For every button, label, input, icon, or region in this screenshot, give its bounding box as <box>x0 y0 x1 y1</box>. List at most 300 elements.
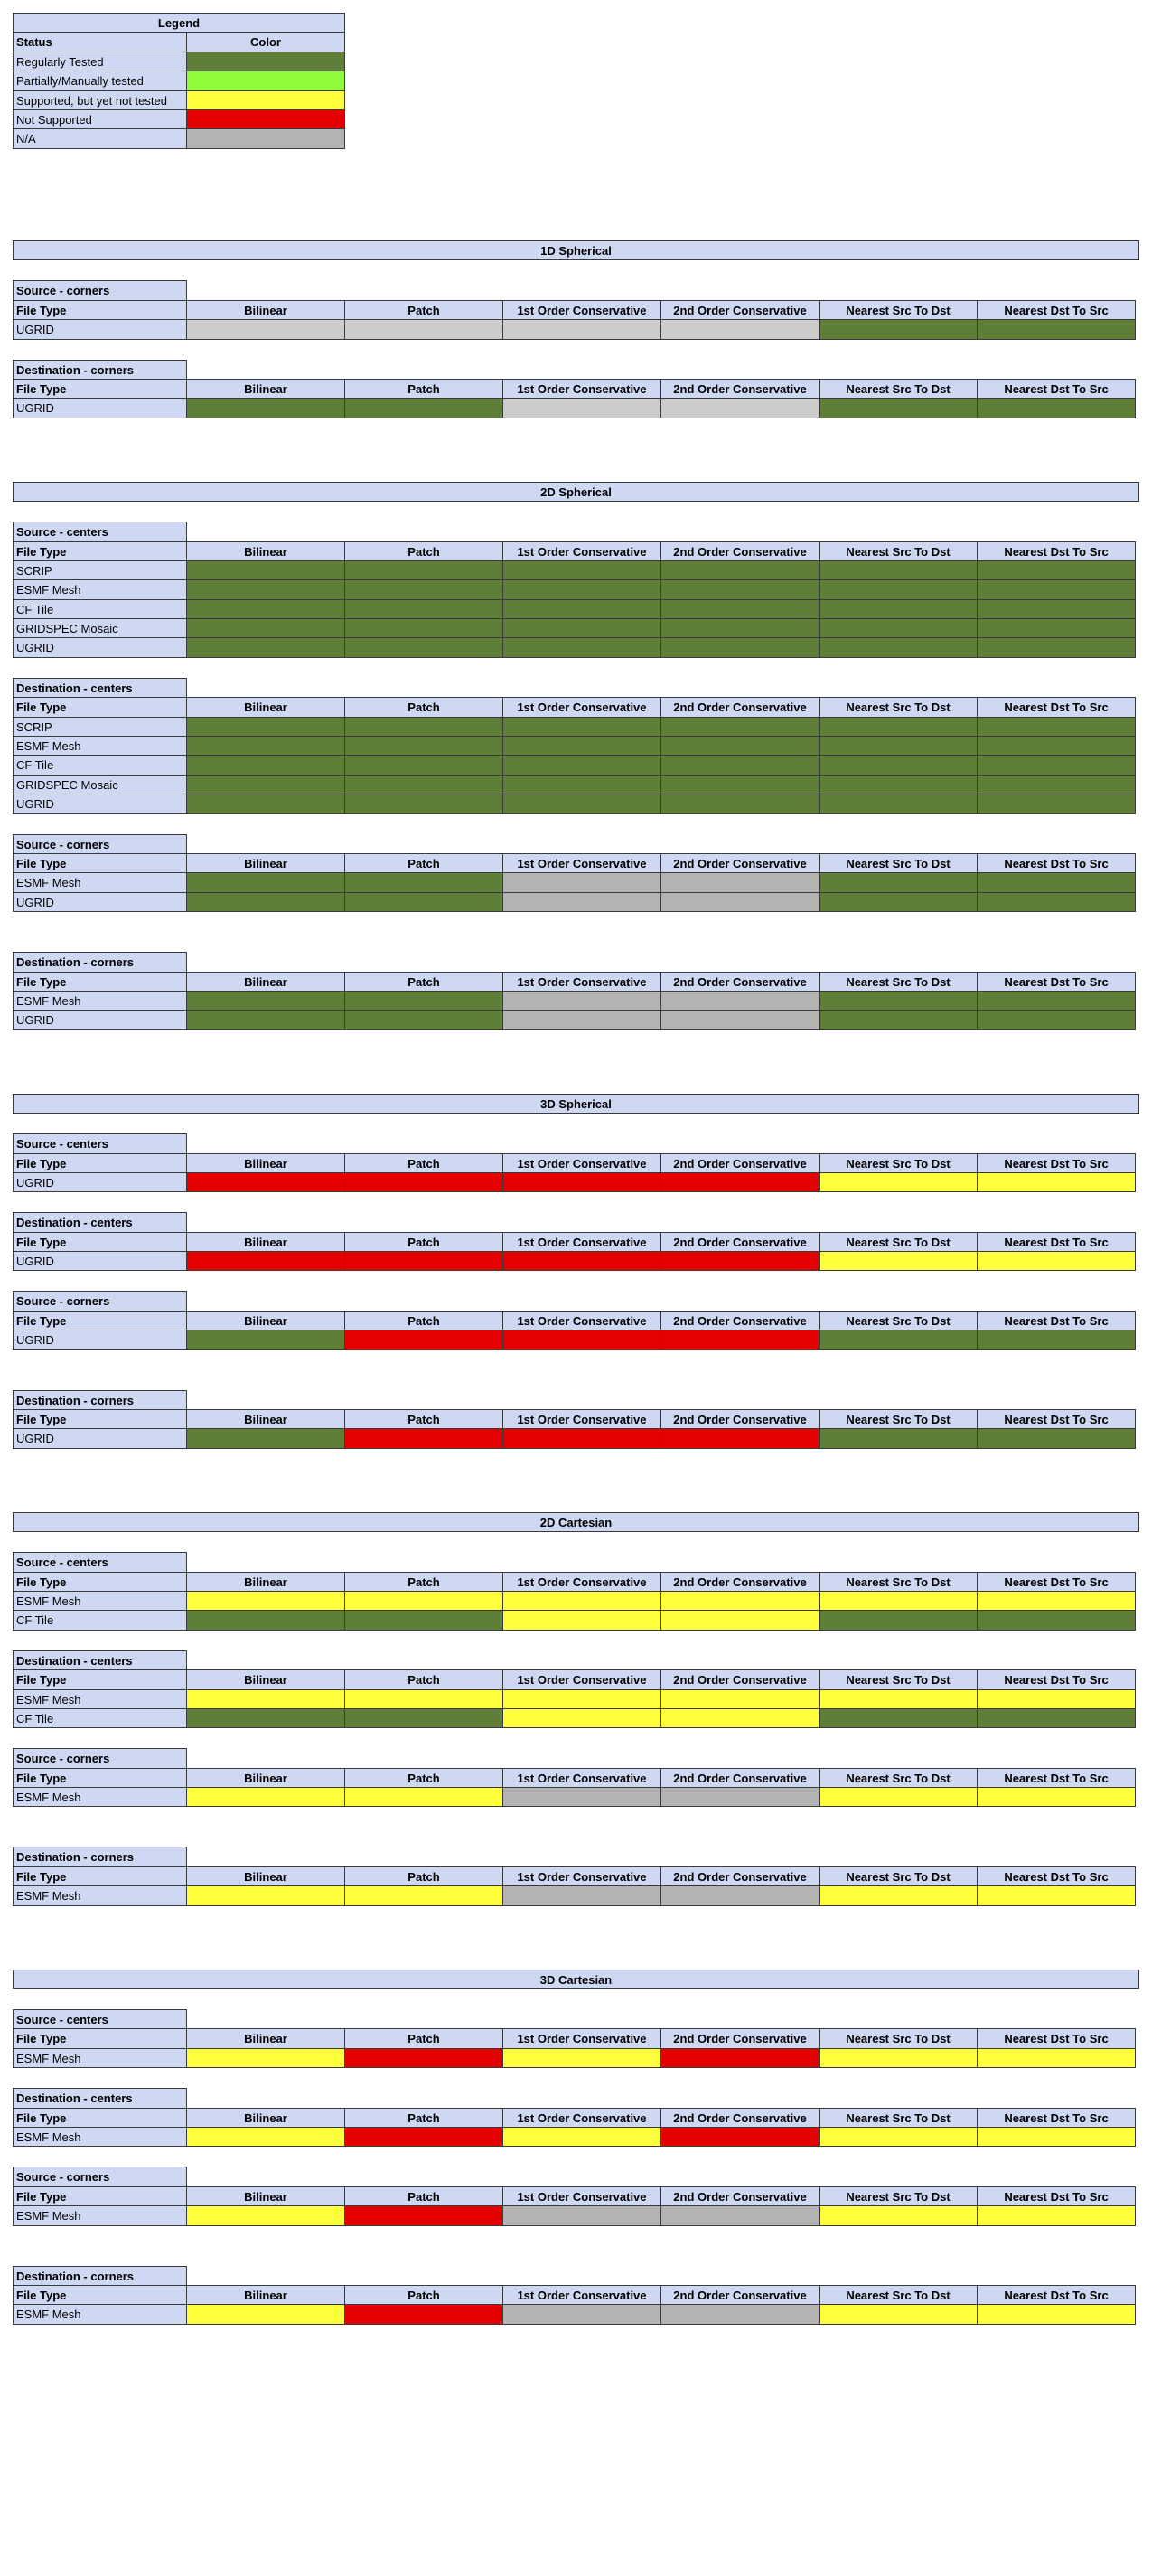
status-cell-na <box>502 1885 661 1905</box>
status-cell-regular <box>186 579 345 599</box>
column-header: 2nd Order Conservative <box>660 379 820 399</box>
status-cell-untested <box>977 1689 1136 1709</box>
file-type-header: File Type <box>13 2186 187 2206</box>
column-header: Patch <box>344 1669 503 1689</box>
status-cell-regular <box>660 794 820 813</box>
column-header: Nearest Dst To Src <box>977 1311 1136 1330</box>
file-type-label: CF Tile <box>13 1708 187 1728</box>
legend-status-header: Status <box>13 32 187 52</box>
table-title: Source - corners <box>13 834 187 854</box>
column-header: Bilinear <box>186 972 345 992</box>
file-type-label: UGRID <box>13 319 187 339</box>
status-cell-regular <box>186 1610 345 1630</box>
status-cell-na <box>660 1787 820 1807</box>
status-cell-regular <box>977 1610 1136 1630</box>
column-header: 1st Order Conservative <box>502 853 661 873</box>
status-cell-untested <box>977 2205 1136 2225</box>
file-type-label: ESMF Mesh <box>13 2304 187 2324</box>
column-header: 2nd Order Conservative <box>660 2285 820 2305</box>
status-cell-regular <box>977 579 1136 599</box>
legend-table <box>13 13 345 154</box>
status-cell-na <box>502 2304 661 2324</box>
table-row <box>13 717 1139 737</box>
status-cell-regular <box>186 892 345 912</box>
column-header: Patch <box>344 379 503 399</box>
column-header: Nearest Dst To Src <box>977 853 1136 873</box>
column-header: 1st Order Conservative <box>502 1866 661 1886</box>
file-type-label: SCRIP <box>13 560 187 580</box>
column-header: 2nd Order Conservative <box>660 300 820 320</box>
legend-status-label: Regularly Tested <box>13 52 187 71</box>
status-cell-regular <box>186 794 345 813</box>
file-type-header: File Type <box>13 300 187 320</box>
status-cell-regular <box>819 1330 978 1349</box>
table-row <box>13 1689 1139 1709</box>
status-cell-regular <box>819 717 978 737</box>
column-header: 1st Order Conservative <box>502 2285 661 2305</box>
status-cell-untested <box>186 1787 345 1807</box>
legend-color-swatch <box>186 52 345 71</box>
column-header: Nearest Src To Dst <box>819 1153 978 1173</box>
status-cell-regular <box>186 991 345 1011</box>
status-cell-untested <box>502 1591 661 1611</box>
column-header: 1st Order Conservative <box>502 300 661 320</box>
status-cell-na <box>502 2205 661 2225</box>
status-cell-regular <box>977 872 1136 892</box>
status-table <box>13 952 1139 1030</box>
column-header: 1st Order Conservative <box>502 972 661 992</box>
column-header: Bilinear <box>186 2285 345 2305</box>
status-cell-regular <box>344 637 503 657</box>
status-table <box>13 1390 1139 1449</box>
status-cell-regular <box>819 991 978 1011</box>
status-cell-regular <box>186 1010 345 1029</box>
table-row <box>13 637 1139 657</box>
status-cell-regular <box>977 991 1136 1011</box>
column-header: Patch <box>344 300 503 320</box>
status-cell-regular <box>344 991 503 1011</box>
status-cell-regular <box>344 599 503 619</box>
status-table <box>13 2009 1139 2068</box>
status-table <box>13 280 1139 339</box>
status-cell-regular <box>502 599 661 619</box>
file-type-header: File Type <box>13 972 187 992</box>
status-cell-regular <box>186 560 345 580</box>
status-cell-unsupported <box>502 1251 661 1271</box>
table-row <box>13 872 1139 892</box>
file-type-label: ESMF Mesh <box>13 736 187 756</box>
table-title: Source - centers <box>13 1552 187 1572</box>
column-header: 1st Order Conservative <box>502 2028 661 2048</box>
column-header: Bilinear <box>186 1311 345 1330</box>
table-title: Source - corners <box>13 1748 187 1768</box>
status-cell-na <box>502 1787 661 1807</box>
column-header: Nearest Src To Dst <box>819 1232 978 1252</box>
file-type-header: File Type <box>13 1572 187 1592</box>
status-cell-unsupported <box>660 1172 820 1192</box>
column-header: 1st Order Conservative <box>502 2186 661 2206</box>
column-header: Nearest Src To Dst <box>819 2028 978 2048</box>
section <box>13 482 1139 1030</box>
column-header: 1st Order Conservative <box>502 1669 661 1689</box>
status-cell-regular <box>186 1708 345 1728</box>
status-cell-na <box>660 1885 820 1905</box>
column-header: Nearest Dst To Src <box>977 972 1136 992</box>
status-cell-untested <box>344 1787 503 1807</box>
status-cell-unsupported <box>502 1172 661 1192</box>
table-title: Destination - centers <box>13 2088 187 2108</box>
file-type-label: ESMF Mesh <box>13 1885 187 1905</box>
status-cell-unsupported <box>660 2127 820 2147</box>
status-cell-regular <box>660 736 820 756</box>
status-table <box>13 2167 1139 2225</box>
column-header: Bilinear <box>186 1669 345 1689</box>
status-cell-untested <box>502 2048 661 2068</box>
table-title: Destination - corners <box>13 360 187 380</box>
sections-container <box>13 240 1139 2325</box>
table-title: Source - centers <box>13 2009 187 2029</box>
legend-title: Legend <box>13 13 345 33</box>
column-header: Nearest Src To Dst <box>819 1572 978 1592</box>
status-cell-regular <box>502 755 661 775</box>
column-header: Bilinear <box>186 697 345 717</box>
table-row <box>13 398 1139 418</box>
status-cell-regular <box>819 755 978 775</box>
file-type-label: UGRID <box>13 794 187 813</box>
column-header: Patch <box>344 2028 503 2048</box>
status-cell-regular <box>186 599 345 619</box>
file-type-label: ESMF Mesh <box>13 2048 187 2068</box>
status-cell-untested <box>819 2304 978 2324</box>
status-cell-regular <box>186 637 345 657</box>
status-cell-na <box>502 892 661 912</box>
status-table <box>13 2088 1139 2147</box>
column-header: Nearest Src To Dst <box>819 1866 978 1886</box>
status-cell-untested <box>819 1787 978 1807</box>
status-cell-regular <box>977 755 1136 775</box>
status-cell-untested <box>344 1689 503 1709</box>
status-cell-regular <box>344 579 503 599</box>
status-cell-regular <box>819 775 978 794</box>
status-cell-untested <box>502 2127 661 2147</box>
column-header: 2nd Order Conservative <box>660 1866 820 1886</box>
column-header: Nearest Dst To Src <box>977 2186 1136 2206</box>
status-cell-untested <box>819 1689 978 1709</box>
legend-color-header: Color <box>186 32 345 52</box>
status-cell-regular <box>977 1010 1136 1029</box>
status-cell-unsupported <box>344 1251 503 1271</box>
column-header: Nearest Src To Dst <box>819 697 978 717</box>
column-header: Nearest Dst To Src <box>977 1866 1136 1886</box>
column-header: Bilinear <box>186 1232 345 1252</box>
column-header: Patch <box>344 1768 503 1788</box>
file-type-label: ESMF Mesh <box>13 2205 187 2225</box>
status-cell-untested <box>819 1885 978 1905</box>
status-cell-regular <box>344 1708 503 1728</box>
column-header: 2nd Order Conservative <box>660 697 820 717</box>
status-cell-regular <box>977 794 1136 813</box>
column-header: 2nd Order Conservative <box>660 1572 820 1592</box>
file-type-label: UGRID <box>13 398 187 418</box>
table-title: Source - corners <box>13 280 187 300</box>
status-cell-untested <box>186 2304 345 2324</box>
status-cell-untested <box>186 2048 345 2068</box>
column-header: 1st Order Conservative <box>502 1232 661 1252</box>
table-row <box>13 1591 1139 1611</box>
status-cell-na <box>660 2304 820 2324</box>
column-header: Nearest Dst To Src <box>977 1572 1136 1592</box>
table-title: Destination - centers <box>13 678 187 698</box>
file-type-label: UGRID <box>13 1428 187 1448</box>
legend-status-label: Partially/Manually tested <box>13 71 187 90</box>
status-table <box>13 834 1139 913</box>
table-row <box>13 2048 1139 2068</box>
status-cell-regular <box>819 1428 978 1448</box>
file-type-label: CF Tile <box>13 599 187 619</box>
table-title: Destination - corners <box>13 1390 187 1410</box>
column-header: 2nd Order Conservative <box>660 853 820 873</box>
status-cell-regular <box>819 1610 978 1630</box>
status-cell-untested <box>977 2127 1136 2147</box>
status-table <box>13 1291 1139 1349</box>
status-cell-blank <box>660 319 820 339</box>
status-cell-unsupported <box>660 1428 820 1448</box>
status-cell-regular <box>819 872 978 892</box>
column-header: Bilinear <box>186 541 345 561</box>
status-cell-blank <box>344 319 503 339</box>
status-cell-unsupported <box>186 1251 345 1271</box>
status-cell-regular <box>977 717 1136 737</box>
status-cell-untested <box>502 1708 661 1728</box>
file-type-label: SCRIP <box>13 717 187 737</box>
status-cell-untested <box>186 1689 345 1709</box>
file-type-label: UGRID <box>13 1010 187 1029</box>
status-cell-regular <box>502 618 661 638</box>
status-cell-regular <box>660 579 820 599</box>
column-header: Patch <box>344 1311 503 1330</box>
status-cell-regular <box>977 398 1136 418</box>
legend-color-swatch <box>186 109 345 129</box>
status-cell-na <box>502 1010 661 1029</box>
table-row <box>13 1172 1139 1192</box>
status-cell-untested <box>186 1591 345 1611</box>
status-cell-untested <box>502 1689 661 1709</box>
status-cell-regular <box>977 736 1136 756</box>
file-type-label: UGRID <box>13 1172 187 1192</box>
status-cell-regular <box>186 736 345 756</box>
file-type-label: UGRID <box>13 1330 187 1349</box>
column-header: Patch <box>344 2285 503 2305</box>
status-cell-untested <box>186 2205 345 2225</box>
column-header: Bilinear <box>186 1153 345 1173</box>
status-cell-regular <box>502 560 661 580</box>
table-row <box>13 618 1139 638</box>
legend-status-label: N/A <box>13 128 187 148</box>
status-cell-regular <box>660 637 820 657</box>
section-title: 3D Spherical <box>13 1094 1139 1114</box>
status-cell-untested <box>977 1885 1136 1905</box>
legend-color-swatch <box>186 128 345 148</box>
column-header: Nearest Src To Dst <box>819 1768 978 1788</box>
column-header: 1st Order Conservative <box>502 1572 661 1592</box>
status-cell-na <box>660 1010 820 1029</box>
column-header: 1st Order Conservative <box>502 1311 661 1330</box>
status-cell-regular <box>819 892 978 912</box>
status-cell-regular <box>977 892 1136 912</box>
table-row <box>13 1610 1139 1630</box>
status-cell-regular <box>977 1708 1136 1728</box>
table-title: Source - centers <box>13 522 187 541</box>
table-title: Destination - centers <box>13 1212 187 1232</box>
status-cell-untested <box>977 1787 1136 1807</box>
column-header: Nearest Dst To Src <box>977 1669 1136 1689</box>
column-header: Nearest Src To Dst <box>819 2285 978 2305</box>
table-title: Source - corners <box>13 2167 187 2186</box>
status-cell-na <box>660 892 820 912</box>
file-type-header: File Type <box>13 1153 187 1173</box>
column-header: 2nd Order Conservative <box>660 1768 820 1788</box>
table-row <box>13 1251 1139 1271</box>
file-type-header: File Type <box>13 1768 187 1788</box>
status-cell-regular <box>660 717 820 737</box>
status-cell-untested <box>660 1591 820 1611</box>
column-header: 1st Order Conservative <box>502 1409 661 1429</box>
column-header: 2nd Order Conservative <box>660 2186 820 2206</box>
status-cell-untested <box>660 1689 820 1709</box>
status-cell-unsupported <box>502 1428 661 1448</box>
section-title: 2D Spherical <box>13 482 1139 502</box>
file-type-label: GRIDSPEC Mosaic <box>13 618 187 638</box>
file-type-header: File Type <box>13 1232 187 1252</box>
file-type-label: ESMF Mesh <box>13 1787 187 1807</box>
table-row <box>13 1428 1139 1448</box>
file-type-label: ESMF Mesh <box>13 872 187 892</box>
table-row <box>13 2127 1139 2147</box>
status-cell-regular <box>344 794 503 813</box>
status-cell-untested <box>819 1591 978 1611</box>
status-cell-regular <box>977 775 1136 794</box>
column-header: Nearest Dst To Src <box>977 300 1136 320</box>
column-header: Nearest Dst To Src <box>977 697 1136 717</box>
table-row <box>13 775 1139 794</box>
column-header: 2nd Order Conservative <box>660 972 820 992</box>
legend-color-swatch <box>186 90 345 110</box>
column-header: 2nd Order Conservative <box>660 2108 820 2128</box>
status-table <box>13 2266 1139 2325</box>
file-type-header: File Type <box>13 379 187 399</box>
file-type-header: File Type <box>13 2028 187 2048</box>
status-cell-regular <box>502 736 661 756</box>
column-header: Nearest Src To Dst <box>819 1669 978 1689</box>
table-row <box>13 794 1139 813</box>
column-header: Nearest Dst To Src <box>977 541 1136 561</box>
column-header: Bilinear <box>186 1409 345 1429</box>
status-cell-untested <box>186 2127 345 2147</box>
status-cell-regular <box>186 618 345 638</box>
column-header: Patch <box>344 541 503 561</box>
status-cell-untested <box>819 1172 978 1192</box>
column-header: Patch <box>344 2186 503 2206</box>
status-cell-regular <box>344 872 503 892</box>
status-cell-untested <box>502 1610 661 1630</box>
status-cell-regular <box>344 618 503 638</box>
column-header: Bilinear <box>186 379 345 399</box>
section-title: 3D Cartesian <box>13 1970 1139 1989</box>
status-cell-untested <box>977 2048 1136 2068</box>
file-type-label: UGRID <box>13 892 187 912</box>
table-title: Source - corners <box>13 1291 187 1311</box>
status-cell-unsupported <box>660 1330 820 1349</box>
file-type-label: ESMF Mesh <box>13 1689 187 1709</box>
column-header: Nearest Dst To Src <box>977 379 1136 399</box>
status-table <box>13 360 1139 418</box>
status-cell-untested <box>344 1885 503 1905</box>
status-cell-untested <box>344 1591 503 1611</box>
column-header: Patch <box>344 853 503 873</box>
status-cell-regular <box>819 637 978 657</box>
column-header: 1st Order Conservative <box>502 541 661 561</box>
column-header: 2nd Order Conservative <box>660 541 820 561</box>
status-cell-unsupported <box>344 2205 503 2225</box>
column-header: 2nd Order Conservative <box>660 2028 820 2048</box>
status-cell-regular <box>502 579 661 599</box>
table-row <box>13 892 1139 912</box>
file-type-label: ESMF Mesh <box>13 991 187 1011</box>
section <box>13 1970 1139 2325</box>
status-cell-regular <box>344 736 503 756</box>
status-cell-na <box>502 991 661 1011</box>
file-type-header: File Type <box>13 541 187 561</box>
status-cell-regular <box>819 579 978 599</box>
status-cell-blank <box>502 319 661 339</box>
file-type-label: ESMF Mesh <box>13 2127 187 2147</box>
column-header: 2nd Order Conservative <box>660 1153 820 1173</box>
status-cell-untested <box>977 2304 1136 2324</box>
column-header: Nearest Src To Dst <box>819 541 978 561</box>
legend-status-label: Supported, but yet not tested <box>13 90 187 110</box>
status-cell-regular <box>344 892 503 912</box>
status-cell-regular <box>660 775 820 794</box>
status-cell-blank <box>186 319 345 339</box>
table-row <box>13 1787 1139 1807</box>
status-table <box>13 1847 1139 1905</box>
status-cell-regular <box>660 560 820 580</box>
column-header: Nearest Dst To Src <box>977 2108 1136 2128</box>
status-cell-regular <box>819 794 978 813</box>
column-header: Nearest Src To Dst <box>819 853 978 873</box>
column-header: Bilinear <box>186 1768 345 1788</box>
status-cell-regular <box>344 1610 503 1630</box>
status-cell-regular <box>819 599 978 619</box>
status-cell-untested <box>819 2048 978 2068</box>
column-header: 1st Order Conservative <box>502 697 661 717</box>
status-cell-regular <box>186 872 345 892</box>
column-header: Patch <box>344 1409 503 1429</box>
status-cell-regular <box>186 755 345 775</box>
status-cell-na <box>660 2205 820 2225</box>
status-cell-regular <box>502 637 661 657</box>
column-header: Patch <box>344 1866 503 1886</box>
status-table <box>13 522 1139 658</box>
status-cell-blank <box>660 398 820 418</box>
status-cell-regular <box>977 599 1136 619</box>
column-header: Nearest Src To Dst <box>819 379 978 399</box>
file-type-header: File Type <box>13 2108 187 2128</box>
column-header: Patch <box>344 1572 503 1592</box>
status-cell-regular <box>186 1330 345 1349</box>
column-header: 1st Order Conservative <box>502 379 661 399</box>
status-cell-na <box>660 991 820 1011</box>
